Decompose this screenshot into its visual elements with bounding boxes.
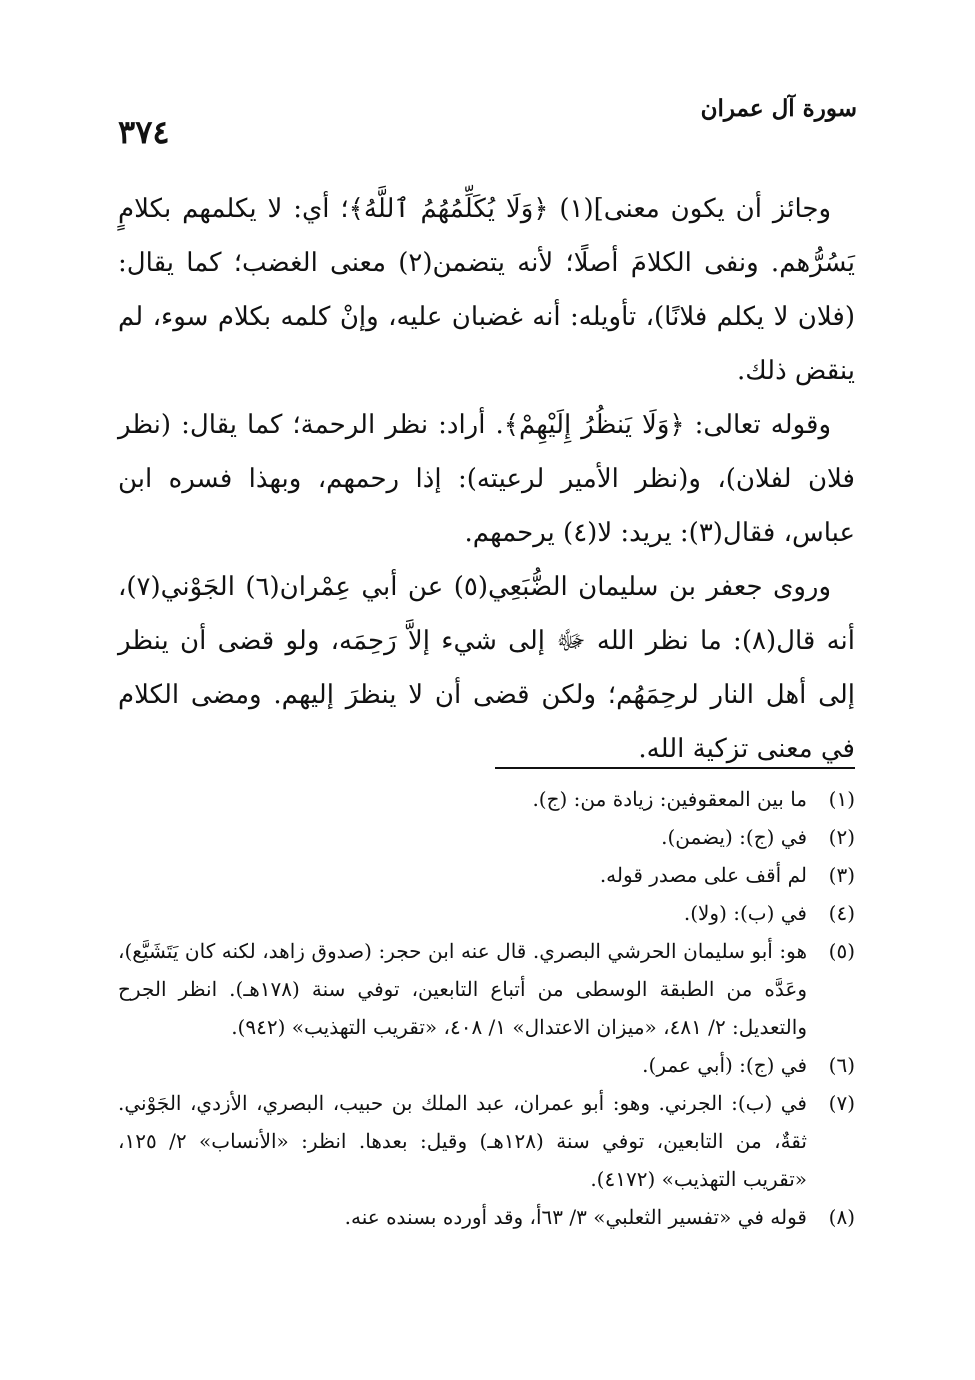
footnote-separator — [495, 767, 855, 769]
footnote — [118, 1046, 855, 1084]
footnote — [118, 818, 855, 856]
footnote-text: في (ب): الجرني. وهو: أبو عمران، عبد الملك بن حبيب، البصري، الأزدي، الجَوْني. ثقةٌ، من التابعين، توفي سنة (١٢٨هـ) وقيل: بعدها. انظر: «الأنساب» ٢/ ١٢٥، «تقريب التهذيب» (٤١٧٢). — [118, 1091, 807, 1191]
footnotes — [118, 780, 855, 1236]
surah-title: سورة آل عمران — [700, 95, 857, 122]
paragraph: وروى جعفر بن سليمان الضُّبَعِي(٥) عن أبي عِمْران(٦) الجَوْني(٧)، أنه قال(٨): ما نظر الله ﷻ إلى شيء إلاَّ رَحِمَه، ولو قضى أن ينظر إلى أهل النار لرحِمَهُم؛ ولكن قضى أن لا ينظرَ إليهم. ومضى الكلام في معنى تزكية الله. — [118, 572, 855, 764]
footnote — [118, 932, 855, 1046]
footnote-number: (٥) — [828, 939, 855, 963]
footnote — [118, 780, 855, 818]
footnote-text: ما بين المعقوفين: زيادة من: (ج). — [532, 787, 807, 811]
paragraph: وقوله تعالى: ﴿وَلَا يَنظُرُ إِلَيْهِمْ﴾. أراد: نظر الرحمة؛ كما يقال: (نظر فلان لفلان)، و(نظر الأمير لرعيته): إذا رحمهم، وبهذا فسره ابن عباس، فقال(٣): يريد: لا(٤) يرحمهم. — [118, 410, 855, 548]
footnote-text: قوله في «تفسير الثعلبي» ٣/ ٦٣أ، وقد أورده بسنده عنه. — [344, 1205, 807, 1229]
paragraph: وجائز أن يكون معنى](١) ﴿وَلَا يُكَلِّمُهُمُ ٱللَّهُ﴾؛ أي: لا يكلمهم بكلامٍ يَسُرُّهم. ونفى الكلامَ أصلًا؛ لأنه يتضمن(٢) معنى الغضب؛ كما يقال: (فلان لا يكلم فلانًا)، تأويله: أنه غضبان عليه، وإنْ كلمه بكلام سوء، لم ينقض ذلك. — [118, 194, 855, 386]
footnote-number: (٧) — [828, 1091, 855, 1115]
footnote — [118, 856, 855, 894]
page-number: ٣٧٤ — [118, 113, 170, 151]
footnote-number: (٣) — [828, 863, 855, 887]
footnote-text: في (ج): (يضمن). — [661, 825, 807, 849]
footnote-number: (٤) — [828, 901, 855, 925]
main-text — [118, 182, 855, 776]
footnote-number: (٨) — [828, 1205, 855, 1229]
footnote — [118, 1084, 855, 1198]
footnote-number: (١) — [828, 787, 855, 811]
footnote-text: في (ب): (ولا). — [683, 901, 807, 925]
page-header — [118, 95, 857, 155]
footnote-number: (٦) — [828, 1053, 855, 1077]
footnote-text: في (ج): (أبي عمر). — [642, 1053, 807, 1077]
footnote-text: لم أقف على مصدر قوله. — [599, 863, 807, 887]
footnote — [118, 1198, 855, 1236]
footnote-number: (٢) — [828, 825, 855, 849]
footnote-text: هو: أبو سليمان الحرشي البصري. قال عنه ابن حجر: (صدوق زاهد، لكنه كان يَتَشَيَّع)، وعَدَّه من الطبقة الوسطى من أتباع التابعين، توفي سنة (١٧٨هـ). انظر الجرح والتعديل: ٢/ ٤٨١، «ميزان الاعتدال» ١/ ٤٠٨، «تقريب التهذيب» (٩٤٢). — [118, 939, 807, 1039]
footnote — [118, 894, 855, 932]
